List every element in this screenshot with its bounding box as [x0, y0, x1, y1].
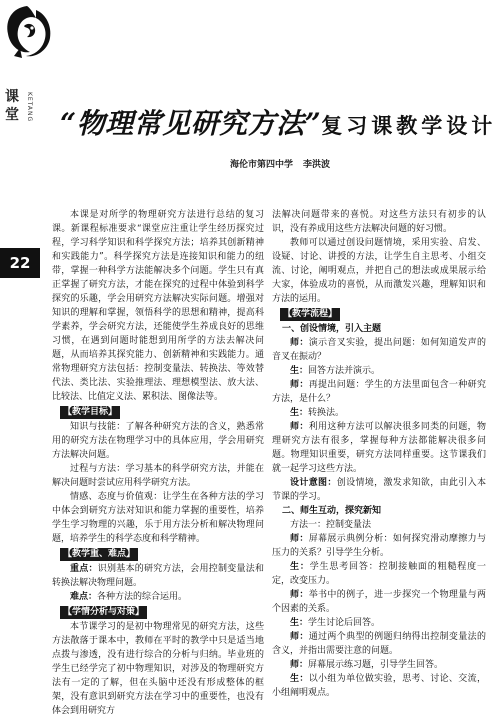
section-heading-key-points: 【教学重、难点】	[52, 547, 264, 561]
teacher-strategy: 教师可以通过创设问题情境，采用实验、启发、设疑、讨论、讲授的方法，让学生自主思考、小组交流、讨论，阐明观点，并把自己的想法或成果展示给大家，体验成功的喜悦，从而激发兴趣，理解知识和方法的运用。	[272, 238, 486, 304]
goals-knowledge: 知识与技能：了解各种研究方法的含义，熟悉常用的研究方法在物理学习中的具体应用，学会用研究方法解决问题。	[52, 422, 264, 460]
author-name: 李洪波	[303, 160, 331, 170]
section-heading-process: 【教学流程】	[272, 307, 486, 321]
byline	[230, 157, 330, 170]
analysis-paragraph: 本节课学习的是初中物理常见的研究方法，这些方法散落于课本中，教师在平时的教学中只是适当地点拨与渗透，没有进行综合的分析与归纳。毕业班的学生已经学完了初中物理知识，对涉及的物理研究方法有一定的了解，但在头脑中还没有形成整体的框架，没有意识到研究方法在学习中的重要性，也没有体会到用研究方	[52, 622, 264, 716]
step-2-heading: 二、师生互动，探究新知	[282, 506, 382, 516]
difficult-point: 难点：各种方法的综合运用。	[70, 592, 188, 602]
dialogue-line: 师：通过两个典型的例题归纳得出控制变量法的含义，并指出需要注意的问题。	[272, 632, 486, 656]
key-point: 重点：识别基本的研究方法，会用控制变量法和转换法解决物理问题。	[52, 564, 264, 588]
title-main: “物理常见研究方法”	[60, 107, 322, 140]
dialogue-line: 生：转换法。	[290, 408, 345, 418]
dialogue-line: 生：学生讨论后回答。	[290, 618, 381, 628]
dialogue-line: 师：演示音叉实验，提出问题：如何知道发声的音叉在振动？	[272, 338, 486, 362]
category-pinyin: KETANG	[26, 92, 33, 123]
dialogue-line: 生：以小组为单位做实验，思考、讨论、交流，小组阐明观点。	[272, 674, 486, 698]
category-char-2: 堂	[5, 107, 19, 123]
section-sidebar	[0, 0, 48, 679]
goals-attitude: 情感、态度与价值观：让学生在各种方法的学习中体会到研究方法对知识和能力掌握的重要性，培养学生学习物理的兴趣，乐于用方法分析和解决物理问题，培养学生的科学态度和科学精神。	[52, 492, 264, 544]
section-heading-goals: 【教学目标】	[52, 405, 264, 419]
method-1-heading: 方法一：控制变量法	[290, 520, 372, 530]
category-char-1: 课	[5, 89, 19, 105]
dialogue-line: 师：屏幕展示典例分析：如何探究滑动摩擦力与压力的关系？引导学生分析。	[272, 534, 486, 558]
dialogue-line: 生：学生思考回答：控制接触面的粗糙程度一定，改变压力。	[272, 562, 486, 586]
step-1-heading: 一、创设情境，引入主题	[282, 324, 382, 334]
title-sub: 复习课教学设计	[321, 113, 497, 138]
dialogue-line: 师：再提出问题：学生的方法里面包含一种研究方法，是什么？	[272, 380, 486, 404]
right-column	[272, 208, 486, 700]
goals-process: 过程与方法：学习基本的科学研究方法，并能在解决问题时尝试应用科学研究方法。	[52, 464, 264, 488]
page-number: 22	[0, 248, 40, 278]
dialogue-line: 师：屏幕展示练习题，引导学生回答。	[290, 660, 444, 670]
dialogue-line: 师：举书中的例子，进一步探究一个物理量与两个因素的关系。	[272, 590, 486, 614]
section-heading-analysis: 【学情分析与对策】	[52, 605, 264, 619]
analysis-continued: 法解决问题带来的喜悦。对这些方法只有初步的认识，没有养成用这些方法解决问题的好习惯。	[272, 210, 486, 234]
article-title	[60, 102, 497, 142]
intro-paragraph: 本课是对所学的物理研究方法进行总结的复习课。新课程标准要求“课堂应注重让学生经历探究过程，学习科学知识和科学探究方法；培养其创新精神和实践能力”。科学探究方法是连接知识和能力的纽带，掌握一种科学方法能解决多个问题。学生只有真正掌握了研究方法，才能在探究的过程中体验到科学探究的乐趣，学会用研究方法解决实际问题。增强对知识的理解和掌握，领悟科学的思想和精神，提高科学素养，学会研究方法，还能使学生养成良好的思维习惯，在遇到问题时能想到用所学的方法去解决问题，从而培养其探究能力、创新精神和实践能力。通常物理研究方法包括：控制变量法、转换法、等效替代法、类比法、实验推理法、理想模型法、放大法、比较法、比值定义法、累积法、图像法等。	[52, 210, 264, 402]
author-school: 海伦市第四中学	[230, 160, 294, 170]
design-intent: 设计意图：创设情境，激发求知欲，由此引入本节课的学习。	[272, 478, 486, 502]
dialogue-line: 师：利用这种方法可以解决很多同类的问题，物理研究方法有很多，掌握每种方法都能解决很多问题。物理知识重要，研究方法同样重要。这节课我们就一起学习这些方法。	[272, 422, 486, 474]
left-column	[52, 208, 264, 718]
dragon-logo-icon	[2, 2, 52, 64]
dialogue-line: 生：回答方法并演示。	[290, 366, 381, 376]
